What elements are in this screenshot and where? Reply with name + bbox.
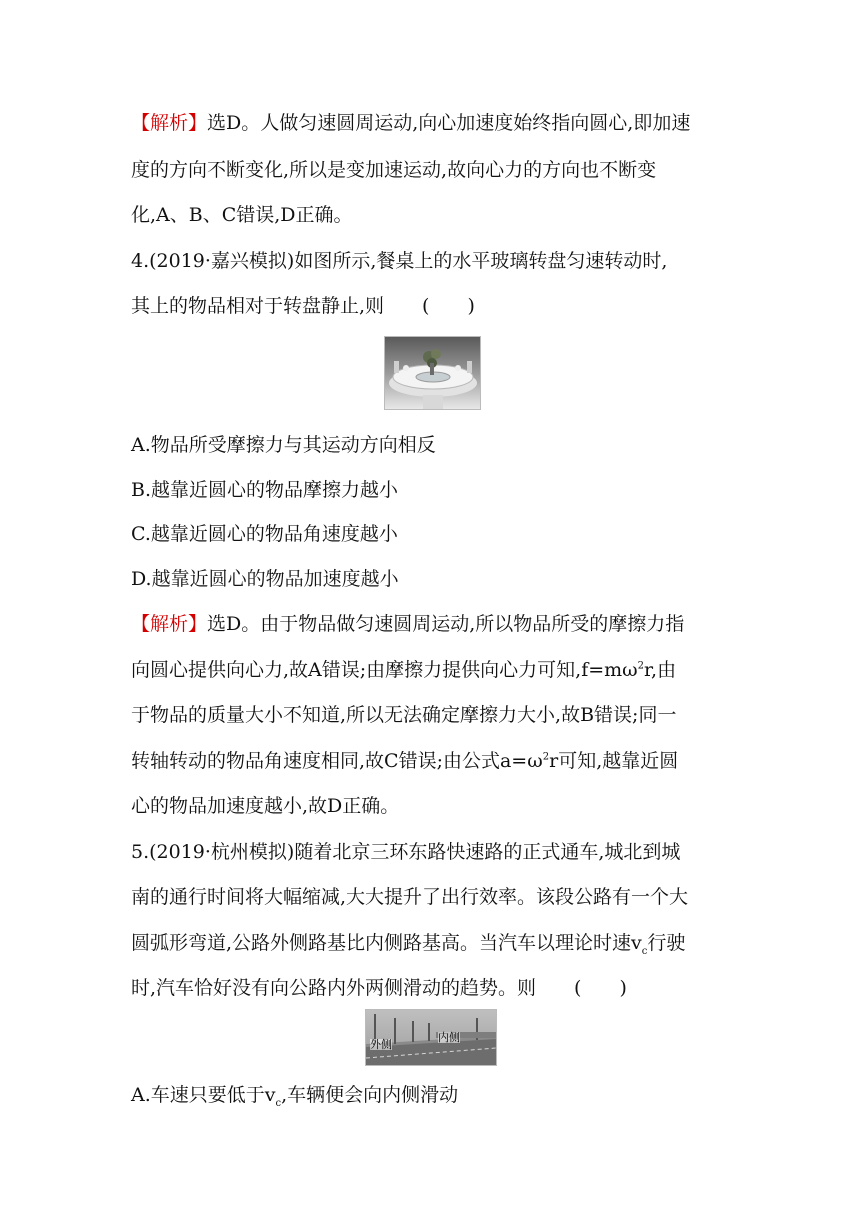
analysis-text: 向圆心提供向心力,故A错误;由摩擦力提供向心力可知,f=mω [131,659,638,681]
question-4-line-1: 4.(2019·嘉兴模拟)如图所示,餐桌上的水平玻璃转盘匀速转动时, [131,250,668,272]
question-4-line-2: 其上的物品相对于转盘静止,则 ( ) [131,295,475,317]
subscript: c [275,1097,282,1109]
road-figure [365,1009,497,1066]
analysis-1-line-1 [131,114,690,133]
option-5-a [131,1084,459,1109]
analysis-1-line-2: 度的方向不断变化,所以是变加速运动,故向心力的方向也不断变 [131,159,657,181]
outer-side-label: 外侧 [370,1038,392,1051]
analysis-2-line-1 [131,615,684,634]
option-4-c: C.越靠近圆心的物品角速度越小 [131,523,398,545]
option-4-a: A.物品所受摩擦力与其运动方向相反 [131,434,436,456]
analysis-text: r可知,越靠近圆 [549,750,679,772]
question-5-line-3 [131,932,686,957]
turntable-figure [384,336,481,410]
option-4-d: D.越靠近圆心的物品加速度越小 [131,568,399,590]
question-text: 圆弧形弯道,公路外侧路基比内侧路基高。当汽车以理论时速v [131,932,642,954]
question-text: 行驶 [647,932,686,954]
analysis-text: 转轴转动的物品角速度相同,故C错误;由公式a=ω [131,750,543,772]
option-text: ,车辆便会向内侧滑动 [281,1084,459,1106]
analysis-2-line-5: 心的物品加速度越小,故D正确。 [131,795,400,817]
analysis-tag: 【解析】 [131,613,208,635]
analysis-tag: 【解析】 [131,112,208,134]
option-4-b: B.越靠近圆心的物品摩擦力越小 [131,479,399,501]
superscript: 2 [637,660,645,672]
question-5-line-2: 南的通行时间将大幅缩减,大大提升了出行效率。该段公路有一个大 [131,886,689,908]
analysis-text: 选D。人做匀速圆周运动,向心加速度始终指向圆心,即加速 [207,112,691,134]
question-5-line-1: 5.(2019·杭州模拟)随着北京三环东路快速路的正式通车,城北到城 [131,841,681,863]
analysis-2-line-3: 于物品的质量大小不知道,所以无法确定摩擦力大小,故B错误;同一 [131,704,677,726]
analysis-2-line-4 [131,752,678,771]
analysis-text: 选D。由于物品做匀速圆周运动,所以物品所受的摩擦力指 [207,613,685,635]
analysis-2-line-2 [131,661,676,680]
question-5-line-4: 时,汽车恰好没有向公路内外两侧滑动的趋势。则 ( ) [131,977,627,999]
turntable-image [385,337,480,409]
inner-side-label: 内侧 [438,1031,460,1044]
superscript: 2 [542,751,550,763]
subscript: c [641,945,648,957]
option-text: A.车速只要低于v [131,1084,276,1106]
analysis-1-line-3: 化,A、B、C错误,D正确。 [131,204,353,226]
analysis-text: r,由 [644,659,677,681]
